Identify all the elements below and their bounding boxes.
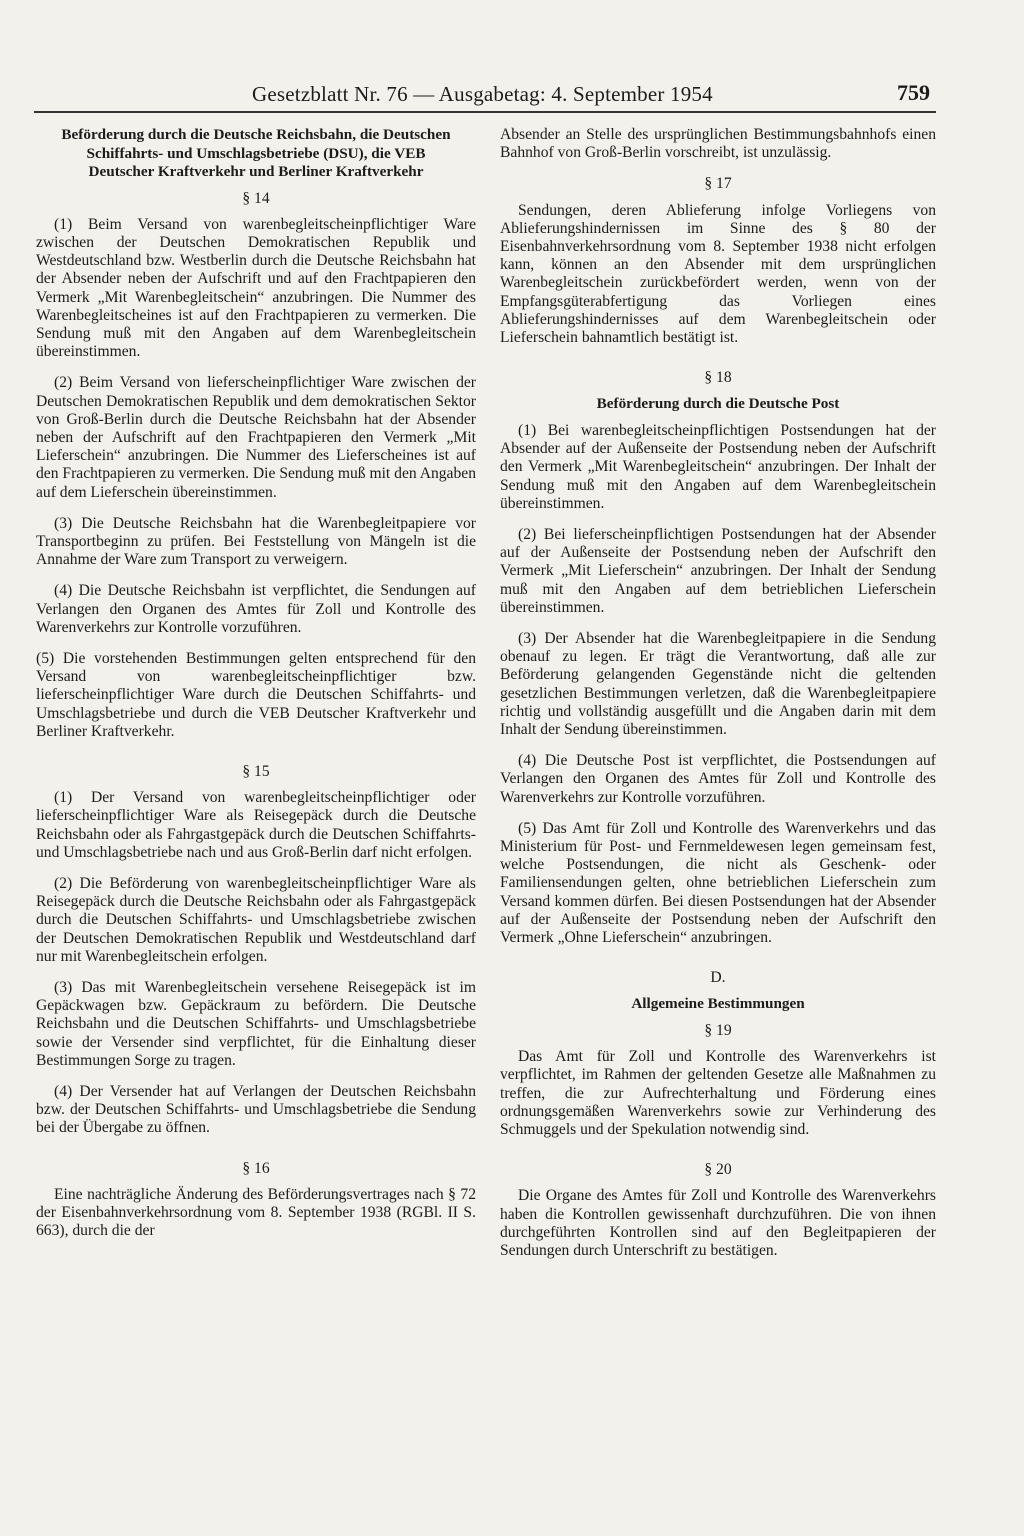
- paragraph-14-title: § 14: [242, 189, 270, 207]
- para-15-4: (4) Der Versender hat auf Verlangen der Deutschen Reichsbahn bzw. der Deutschen Schiffahrts- und Umschlagsbetriebe die Sendung bei der Übergabe zu öffnen.: [36, 1083, 476, 1137]
- para-17-1: Sendungen, deren Ablieferung infolge Vorliegens von Ablieferungshindernissen im Sinne des § 80 der Eisenbahnverkehrsordnung vom 8. September 1938 nicht erfolgen kann, können an den Absender mit dem ursprünglichen Warenbegleitschein zurückbefördert werden, wenn von der Empfangsgüterabfertigung das Vorliegen eines Ablieferungshindernisses auf dem Warenbegleitschein oder Lieferschein bahnamtlich bestätigt ist.: [500, 201, 936, 347]
- paragraph-20-title: § 20: [704, 1161, 732, 1179]
- section-heading-transport: Beförderung durch die Deutsche Reichsbahn, die Deutschen Schiffahrts- und Umschlagsbetriebe (DSU), die VEB Deutscher Kraftverkehr und Berliner Kraftverkehr: [61, 126, 451, 180]
- para-14-1: (1) Beim Versand von warenbegleitscheinpflichtiger Ware zwischen der Deutschen Demokratischen Republik und Westdeutschland bzw. Westberlin durch die Deutsche Reichsbahn hat der Absender neben der Aufschrift und auf den Frachtpapieren den Vermerk „Mit Warenbegleitschein“ anzubringen. Die Nummer des Warenbegleitscheines ist auf den Frachtpapieren zu vermerken. Die Sendung muß mit den Angaben auf dem Warenbegleitschein übereinstimmen.: [36, 215, 476, 361]
- section-heading-general: Allgemeine Bestimmungen: [631, 995, 805, 1013]
- part-d-letter: D.: [710, 969, 726, 987]
- para-14-5: (5) Die vorstehenden Bestimmungen gelten entsprechend für den Versand von warenbegleitscheinpflichtiger bzw. lieferscheinpflichtiger Ware durch die Deutschen Schiffahrts- und Umschlagsbetriebe und durch die VEB Deutscher Kraftverkehr und Berliner Kraftverkehr.: [36, 649, 476, 740]
- header-title: Gesetzblatt Nr. 76 — Ausgabetag: 4. September 1954: [252, 82, 713, 106]
- para-15-3: (3) Das mit Warenbegleitschein versehene Reisegepäck ist im Gepäckwagen bzw. Gepäckraum zu befördern. Die Deutsche Reichsbahn und die Deutschen Schiffahrts- und Umschlagsbetriebe sowie der Versender sind verpflichtet, für die Einhaltung dieser Bestimmungen Sorge zu tragen.: [36, 979, 476, 1069]
- section-heading-post: Beförderung durch die Deutsche Post: [596, 395, 840, 413]
- page-number: 759: [897, 80, 930, 105]
- paragraph-15-title: § 15: [242, 762, 270, 780]
- para-14-3: (3) Die Deutsche Reichsbahn hat die Warenbegleitpapiere vor Transportbeginn zu prüfen. Bei Feststellung von Mängeln ist die Annahme der Ware zum Transport zu verweigern.: [36, 514, 476, 569]
- para-18-3: (3) Der Absender hat die Warenbegleitpapiere in die Sendung obenauf zu legen. Er trägt die Verantwortung, daß alle zur Beförderung gelangenden Gegenstände nicht die geltenden gesetzlichen Bestimmungen verletzen, daß die Warenbegleitpapiere richtig und vollständig ausgefüllt und die Angaben darin mit dem Inhalt der Sendung übereinstimmen.: [500, 629, 936, 738]
- para-18-2: (2) Bei lieferscheinpflichtigen Postsendungen hat der Absender auf der Außenseite der Postsendung neben der Aufschrift den Vermerk „Mit Lieferschein“ anzubringen. Der Inhalt der Sendung muß mit den Angaben auf dem betrieblichen Lieferschein übereinstimmen.: [500, 525, 936, 616]
- para-15-2: (2) Die Beförderung von warenbegleitscheinpflichtiger Ware als Reisegepäck durch die Deutsche Reichsbahn oder als Fahrgastgepäck durch die Deutschen Schiffahrts- und Umschlagsbetriebe zwischen der Deutschen Demokratischen Republik und Westdeutschland darf nur mit Warenbegleitschein erfolgen.: [36, 875, 476, 965]
- para-16-continued: Absender an Stelle des ursprünglichen Bestimmungsbahnhofs einen Bahnhof von Groß-Berlin vorschreibt, ist unzulässig.: [500, 126, 936, 162]
- paragraph-17-title: § 17: [704, 175, 732, 193]
- para-19-1: Das Amt für Zoll und Kontrolle des Warenverkehrs ist verpflichtet, im Rahmen der geltenden Gesetze alle Maßnahmen zu treffen, die zur Aufrechterhaltung und Förderung eines ordnungsgemäßen Warenverkehrs sowie zur Verhinderung des Schmuggels und der Spekulation notwendig sind.: [500, 1048, 936, 1138]
- paragraph-16-title: § 16: [242, 1159, 270, 1177]
- para-18-5: (5) Das Amt für Zoll und Kontrolle des Warenverkehrs und das Ministerium für Post- und Fernmeldewesen legen gemeinsam fest, welche Postsendungen, die nicht als Geschenk- oder Familiensendungen gelten, ohne betrieblichen Lieferschein zum Versand kommen dürfen. Bei diesen Postsendungen hat der Absender auf der Außenseite der Postsendung neben der Aufschrift den Vermerk „Ohne Lieferschein“ anzubringen.: [500, 819, 936, 947]
- para-20-1: Die Organe des Amtes für Zoll und Kontrolle des Warenverkehrs haben die Kontrollen gewissenhaft durchzuführen. Die von ihnen durchgeführten Kontrollen sind auf den Begleitpapieren der Sendungen durch Unterschrift zu bestätigen.: [500, 1187, 936, 1259]
- header-rule: [34, 111, 936, 113]
- paragraph-18-title: § 18: [704, 369, 732, 387]
- right-column: [500, 126, 936, 1260]
- para-15-1: (1) Der Versand von warenbegleitscheinpflichtiger oder lieferscheinpflichtiger Ware als Reisegepäck durch die Deutsche Reichsbahn oder als Fahrgastgepäck durch die Deutschen Schiffahrts- und Umschlagsbetriebe nach und aus Groß-Berlin darf nicht erfolgen.: [36, 789, 476, 861]
- paragraph-19-title: § 19: [704, 1021, 732, 1039]
- para-14-2: (2) Beim Versand von lieferscheinpflichtiger Ware zwischen der Deutschen Demokratischen Republik und dem demokratischen Sektor von Groß-Berlin durch die Deutsche Reichsbahn hat der Absender neben der Aufschrift auf den Frachtpapieren den Vermerk „Mit Lieferschein“ anzubringen. Die Nummer des Lieferscheines ist auf den Frachtpapieren zu vermerken. Die Sendung muß mit den Angaben auf dem Lieferschein übereinstimmen.: [36, 374, 476, 501]
- para-18-4: (4) Die Deutsche Post ist verpflichtet, die Postsendungen auf Verlangen den Organen des Amtes für Zoll und Kontrolle des Warenverkehrs zur Kontrolle vorzuführen.: [500, 752, 936, 806]
- para-14-4: (4) Die Deutsche Reichsbahn ist verpflichtet, die Sendungen auf Verlangen den Organen des Amtes für Zoll und Kontrolle des Warenverkehrs zur Kontrolle vorzuführen.: [36, 582, 476, 636]
- para-16-1: Eine nachträgliche Änderung des Beförderungsvertrages nach § 72 der Eisenbahnverkehrsordnung vom 8. September 1938 (RGBl. II S. 663), durch die der: [36, 1185, 476, 1240]
- para-18-1: (1) Bei warenbegleitscheinpflichtigen Postsendungen hat der Absender auf der Außenseite der Postsendung neben der Aufschrift den Vermerk „Mit Warenbegleitschein“ anzubringen. Der Inhalt der Sendung muß mit den Angaben auf dem Warenbegleitschein übereinstimmen.: [500, 421, 936, 512]
- left-column: [36, 126, 476, 1240]
